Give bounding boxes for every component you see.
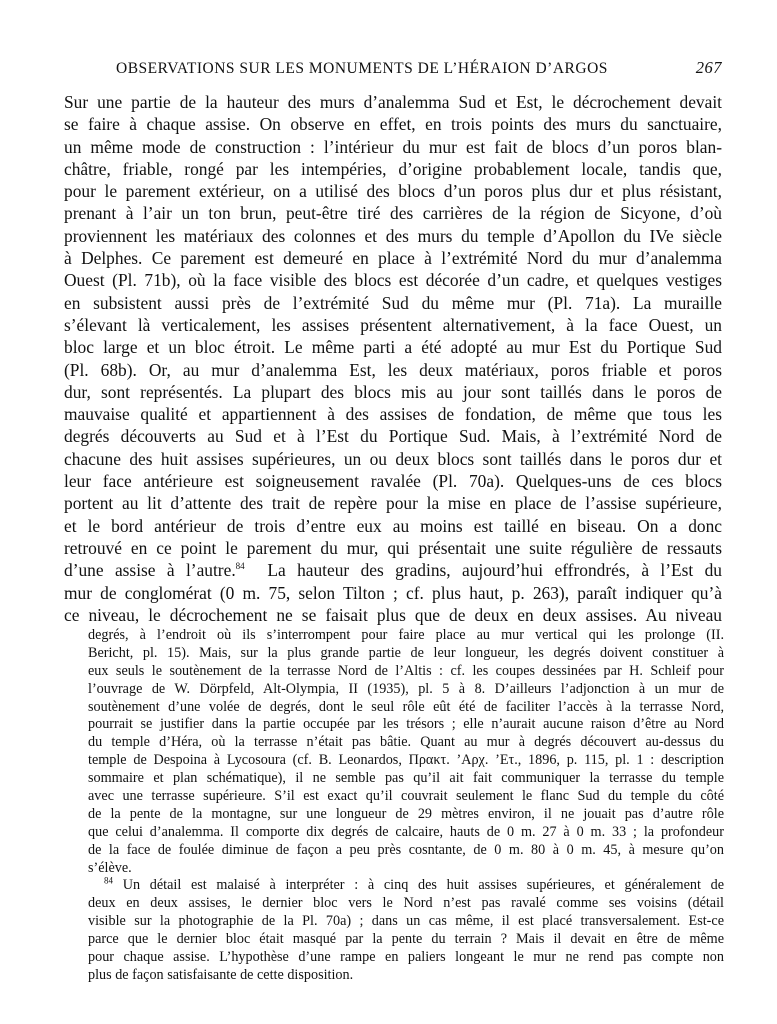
footnote-ref-84[interactable]: 84 (235, 561, 245, 572)
body-line: chacune des huit assises supérieures, un ou deux blocs sont taillés dans le poros dur et (64, 448, 722, 469)
body-line-head: d’une assise à l’autre. (64, 560, 236, 581)
footnote-line: pour chaque assise. L’hypothèse d’une rampe en paliers longeant le mur ne rend pas compte non (88, 949, 724, 966)
body-line: (Pl. 68b). Or, au mur d’analemma Est, les deux matériaux, poros friable et poros (64, 359, 722, 380)
body-line: un même mode de construction : l’intérieur du mur est fait de blocs d’un poros blan- (64, 136, 722, 157)
body-line: en subsistent aussi près de l’extrémité Sud du même mur (Pl. 71a). La muraille (64, 292, 722, 313)
body-line-with-footnote-ref (64, 559, 722, 581)
footnote-line: visible sur la photographie de la Pl. 70a) ; dans un cas même, il est placé transversalement. Est-ce (88, 913, 724, 930)
footnote-line: que celui d’analemma. Il comporte dix degrés de calcaire, hauts de 0 m. 27 à 0 m. 33 ; la profondeur (88, 823, 724, 840)
footnote-83-continuation (88, 627, 724, 877)
footnote-line: deux en deux assises, le dernier bloc vers le Nord n’est pas ravalé comme ses voisins (détail (88, 895, 724, 912)
body-line: mauvaise qualité et appartiennent à des assises de fondation, de même que tous les (64, 404, 722, 425)
body-line: ce niveau, le décrochement ne se faisait plus que de deux en deux assises. Au niveau (64, 604, 722, 625)
footnotes (88, 627, 724, 985)
body-line: châtre, friable, rongé par les intempéries, d’origine probablement locale, tandis que, (64, 158, 722, 179)
body-line: s’élevant là verticalement, les assises présentent alternativement, à la face Ouest, un (64, 314, 722, 335)
footnote-line: parce que le dernier bloc était masqué par la pente du terrain ? Mais il devait en être de même (88, 931, 724, 948)
body-line: proviennent les matériaux des colonnes et des murs du temple d’Apollon du IVe siècle (64, 225, 722, 246)
footnote-line: de la face de foulée diminue de façon a peu près cosntante, de 0 m. 80 à 0 m. 45, à mesure qu’on (88, 841, 724, 858)
body-line-tail: La hauteur des gradins, aujourd’hui effrondrés, à l’Est du (267, 560, 722, 581)
footnote-line (88, 877, 724, 895)
body-line: retrouvé en ce point le parement du mur, qui présentait une suite régulière de ressauts (64, 537, 722, 558)
footnote-line: du temple d’Héra, où la terrasse n’était pas bâtie. Quant au mur à degrés découvert au-dessus du (88, 734, 724, 751)
body-line: Ouest (Pl. 71b), où la face visible des blocs est décorée d’un cadre, et quelques vestiges (64, 270, 722, 291)
running-head (60, 58, 722, 78)
footnote-line: plus de façon satisfaisante de cette disposition. (88, 966, 354, 983)
page-number: 267 (695, 58, 722, 77)
footnote-line: avec une terrasse supérieure. S’il est exact qu’il couvrait seulement le flanc Sud du temple du côté (88, 788, 724, 805)
body-line: et le bord antérieur de trois d’entre eux au moins est taillé en biseau. On a donc (64, 515, 722, 536)
body-line: Sur une partie de la hauteur des murs d’analemma Sud et Est, le décrochement devait (64, 92, 722, 112)
running-head-title: OBSERVATIONS SUR LES MONUMENTS DE L’HÉRAION D’ARGOS (116, 60, 608, 77)
body-line: se faire à chaque assise. On observe en effet, en trois points des murs du sanctuaire, (64, 114, 722, 135)
footnote-line: s’élève. (88, 859, 132, 876)
body-line: degrés découverts au Sud et à l’Est du Portique Sud. Mais, à l’extrémité Nord de (64, 426, 722, 447)
main-text (64, 91, 722, 626)
footnote-line: Bericht, pl. 15). Mais, sur la plus grande partie de leur longueur, les degrés doivent constituer à (88, 644, 724, 661)
footnote-line: temple de Despoina à Lycosoura (cf. B. Leonardos, Πρακτ. ’Αρχ. ’Ετ., 1896, p. 115, pl. 1 : description (88, 752, 724, 769)
body-line: dur, sont représentés. La plupart des blocs mis au jour sont taillés dans le poros de (64, 381, 722, 402)
footnote-line: degrés, à l’endroit où ils s’interrompent pour faire place au mur vertical qui les prolonge (II. (88, 627, 724, 643)
body-line: mur de conglomérat (0 m. 75, selon Tilton ; cf. plus haut, p. 263), paraît indiquer qu’à (64, 582, 722, 603)
body-line: bloc large et un bloc étroit. Le même parti a été adopté au mur Est du Portique Sud (64, 337, 722, 358)
footnote-84 (88, 877, 724, 984)
footnote-84-number: 84 (104, 877, 113, 886)
footnote-line: soutènement d’une volée de degrés, dont le seul rôle eût été de faciliter l’accès à la terrasse Nord, (88, 698, 724, 715)
footnote-line: pourrait se justifier dans la partie occupée par les trésors ; elle n’aurait aucune raison d’être au Nord (88, 716, 724, 733)
footnote-line: l’ouvrage de W. Dörpfeld, Alt-Olympia, II (1935), pl. 5 à 8. D’ailleurs l’adjonction à un mur de (88, 680, 724, 697)
body-line: portent au lit d’attente des trait de repère pour la mise en place de l’assise supérieure, (64, 493, 722, 514)
footnote-line: de la pente de la montagne, sur une longueur de 29 mètres environ, il ne jouait pas d’autre rôle (88, 805, 724, 822)
footnote-84-first-line: Un détail est malaisé à interpréter : à cinq des huit assises supérieures, et généralement de (122, 877, 724, 894)
body-line: prenant à l’air un ton brun, peut-être tiré des carrières de la région de Sicyone, d’où (64, 203, 722, 224)
body-line: à Delphes. Ce parement est demeuré en place à l’extrémité Nord du mur d’analemma (64, 248, 722, 269)
footnote-line: eux seuls le soutènement de la terrasse Nord de l’Altis : cf. les coupes dessinées par H. Schleif pour (88, 662, 724, 679)
footnote-line: sommaire et plan schématique), il ne semble pas qu’il ait fait communiquer la terrasse du temple (88, 770, 724, 787)
body-line: pour le parement extérieur, on a utilisé des blocs d’un poros plus dur et plus résistant, (64, 181, 722, 202)
body-line: leur face antérieure est soigneusement ravalée (Pl. 70a). Quelques-uns de ces blocs (64, 471, 722, 492)
